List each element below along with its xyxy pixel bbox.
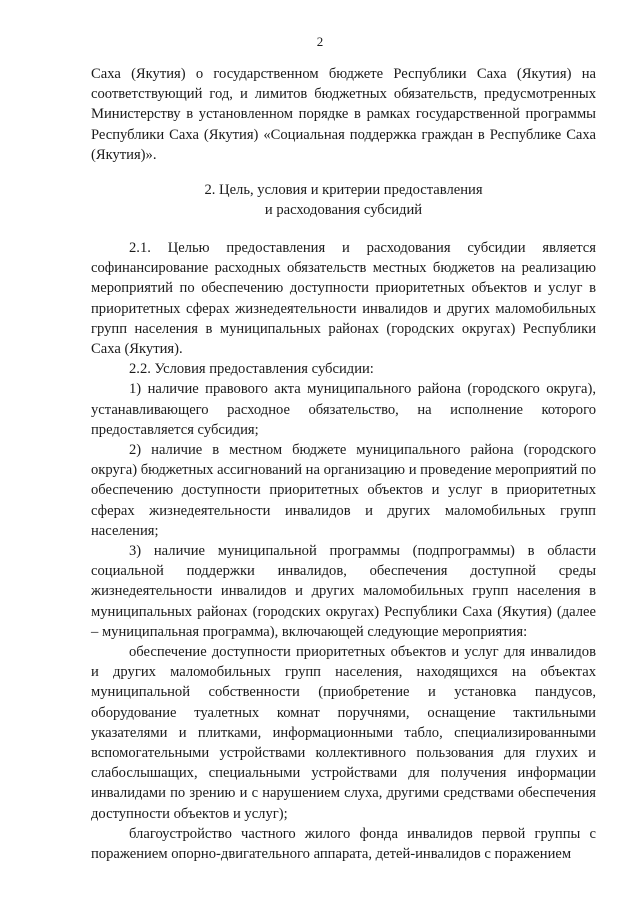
condition-2: 2) наличие в местном бюджете муниципального района (городского округа) бюджетных ассигнований на организацию и проведение мероприятий по обеспечению доступности приоритетных объектов и услуг в приоритетных сферах жизнедеятельности инвалидов и других маломобильных групп населения; xyxy=(91,442,596,539)
section-heading-line-2: и расходования субсидий xyxy=(264,202,423,218)
intro-paragraph: Саха (Якутия) о государственном бюджете Республики Саха (Якутия) на соответствующий год, и лимитов бюджетных обязательств, предусмотренных Министерству в установленном порядке в рамках государственной программы Республики Саха (Якутия) «Социальная поддержка граждан в Республике Саха (Якутия)». xyxy=(91,66,596,163)
condition-1: 1) наличие правового акта муниципального района (городского округа), устанавливающего расходное обязательство, на исполнение которого предоставляется субсидия; xyxy=(91,381,596,438)
intro-block xyxy=(91,64,596,165)
section-heading-line-1: 2. Цель, условия и критерии предоставления xyxy=(204,182,483,198)
measure-housing: благоустройство частного жилого фонда инвалидов первой группы с поражением опорно-двигательного аппарата, детей-инвалидов с поражением xyxy=(91,825,596,863)
section-body xyxy=(91,238,596,864)
page-number: 2 xyxy=(316,34,324,49)
section-heading xyxy=(91,180,596,220)
measure-accessibility: обеспечение доступности приоритетных объектов и услуг для инвалидов и других маломобильных групп населения, находящихся на объектах муниципальной собственности (приобретение и установка пандусов, оборудование туалетных комнат поручнями, оснащение тактильными указателями и плитками, информационными табло, специализированными вспомогательными устройствами коллективного пользования для глухих и слабослышащих, специальными устройствами для получения информации инвалидами по зрению и с нарушением слуха, другими средствами обеспечения доступности объектов и услуг); xyxy=(91,644,596,822)
paragraph-2-2: 2.2. Условия предоставления субсидии: xyxy=(129,361,374,378)
condition-3: 3) наличие муниципальной программы (подпрограммы) в области социальной поддержки инвалидов, обеспечения доступной среды жизнедеятельности инвалидов и других маломобильных групп населения в муниципальных районах (городских округах) Республики Саха (Якутия) (далее – муниципальная программа), включающей следующие мероприятия: xyxy=(91,543,596,640)
paragraph-2-1: 2.1. Целью предоставления и расходования субсидии является софинансирование расходных обязательств местных бюджетов на реализацию мероприятий по обеспечению доступности приоритетных объектов и услуг в приоритетных сферах жизнедеятельности инвалидов и других маломобильных групп населения в муниципальных районах (городских округах) Республики Саха (Якутия). xyxy=(91,240,596,358)
